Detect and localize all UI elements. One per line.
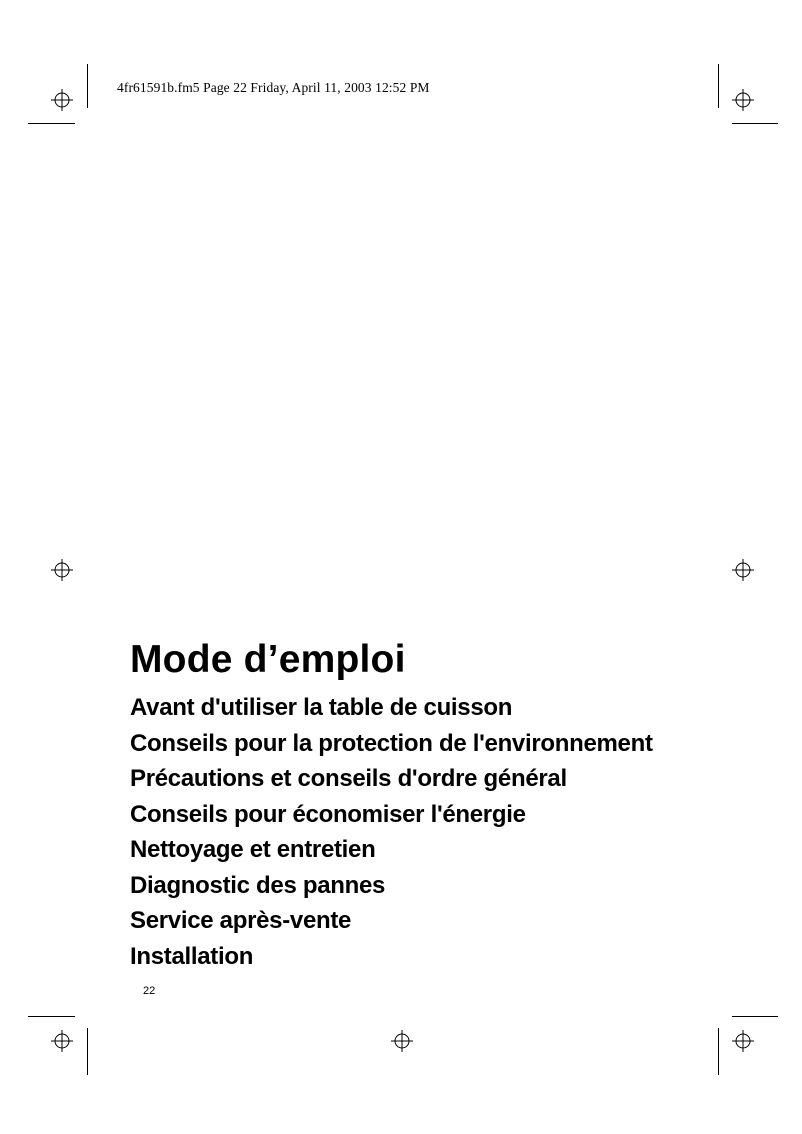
registration-mark-icon xyxy=(731,558,755,582)
toc-item: Précautions et conseils d'ordre général xyxy=(130,765,567,792)
crop-mark xyxy=(718,1028,719,1075)
toc-item: Conseils pour économiser l'énergie xyxy=(130,800,526,828)
toc-item: Installation xyxy=(130,942,254,970)
crop-mark xyxy=(87,64,88,108)
toc-item: Avant d'utiliser la table de cuisson xyxy=(130,694,513,721)
registration-mark-icon xyxy=(731,88,755,112)
registration-mark-icon xyxy=(50,88,74,112)
crop-mark xyxy=(28,1016,75,1017)
registration-mark-icon xyxy=(731,1029,755,1053)
registration-mark-icon xyxy=(50,1029,74,1053)
crop-mark xyxy=(732,123,778,124)
page-title: Mode d’emploi xyxy=(130,638,406,681)
toc-item: Service après-vente xyxy=(130,907,352,934)
toc-item: Conseils pour la protection de l'environnement xyxy=(130,729,653,757)
registration-mark-icon xyxy=(390,1029,414,1053)
crop-mark xyxy=(732,1016,778,1017)
file-info-header: 4fr61591b.fm5 Page 22 Friday, April 11, 2003 12:52 PM xyxy=(117,80,430,95)
toc-item: Diagnostic des pannes xyxy=(130,871,386,899)
page-number: 22 xyxy=(143,985,156,997)
registration-mark-icon xyxy=(50,558,74,582)
toc-list xyxy=(130,690,653,974)
crop-mark xyxy=(28,123,75,124)
toc-item: Nettoyage et entretien xyxy=(130,836,376,863)
crop-mark xyxy=(87,1028,88,1075)
crop-mark xyxy=(718,64,719,108)
